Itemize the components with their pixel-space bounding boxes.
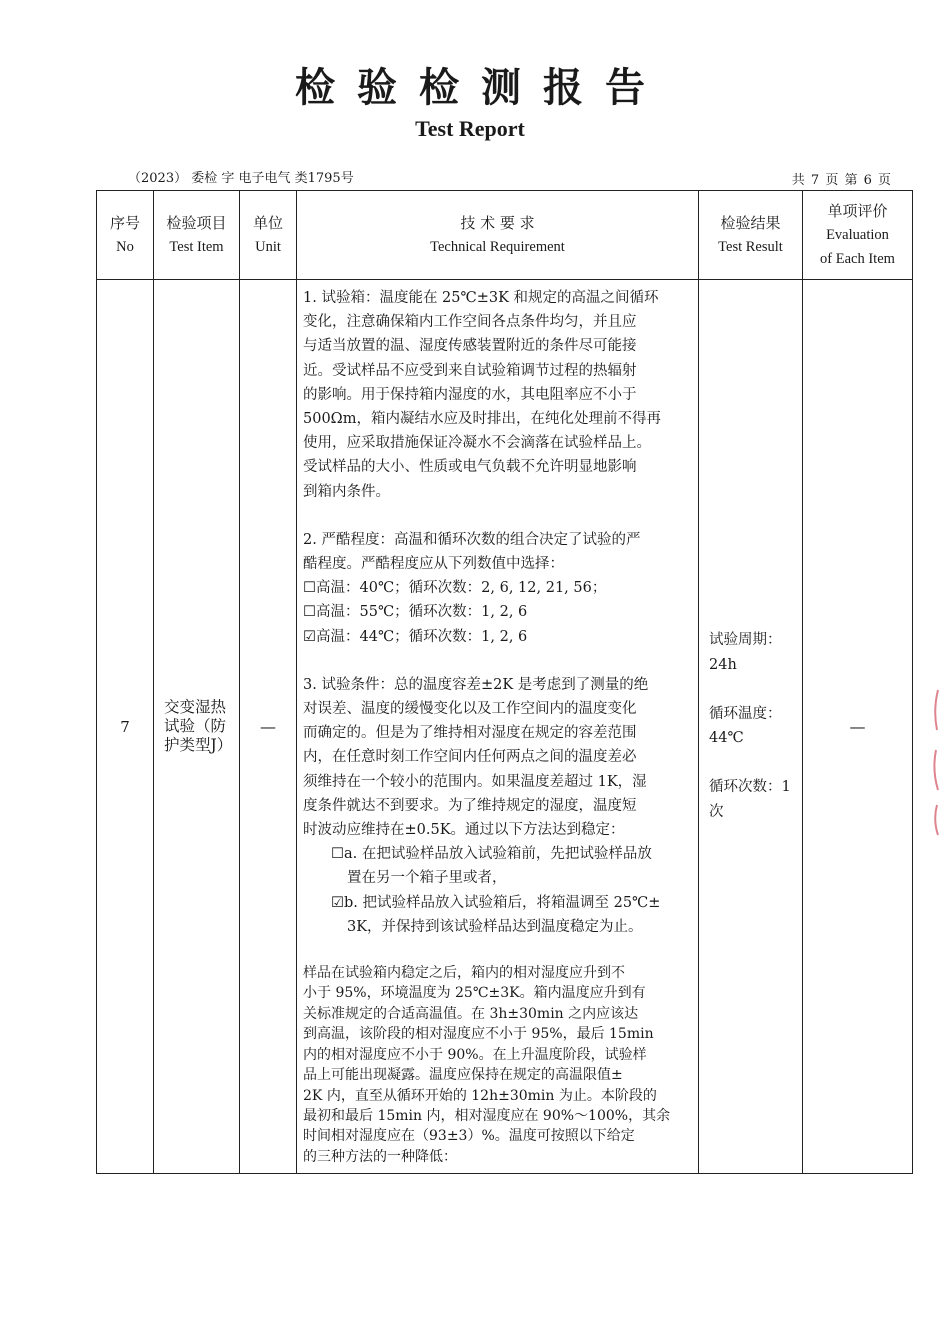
row-no: 7 xyxy=(97,280,154,1174)
report-number: （2023） 委检 字 电子电气 类1795号 xyxy=(128,171,354,186)
report-table xyxy=(96,190,913,1174)
col-eval-en1: Evaluation xyxy=(826,227,889,243)
req-p1-line: 的影响。用于保持箱内湿度的水，其电阻率应不小于 xyxy=(303,386,637,403)
col-item-cn: 检验项目 xyxy=(166,214,227,232)
req-p1-line: 近。受试样品不应受到来自试验箱调节过程的热辐射 xyxy=(303,362,637,379)
row-unit: — xyxy=(240,280,297,1174)
req-p4-line: 最初和最后 15min 内，相对湿度应在 90%～100%，其余 xyxy=(303,1107,671,1124)
row-evaluation: — xyxy=(803,280,913,1174)
req-p4-line: 的三种方法的一种降低： xyxy=(303,1148,457,1165)
col-result-cn: 检验结果 xyxy=(720,214,781,232)
result-cycles-line2: 次 xyxy=(709,803,724,820)
col-item-en: Test Item xyxy=(169,239,224,255)
method-option-b-cont: 3K，并保持到该试验样品达到温度稳定为止。 xyxy=(347,918,643,935)
col-header-requirement xyxy=(297,191,699,280)
seal-stamp-edge xyxy=(930,680,940,840)
req-p3-line: 时波动应维持在±0.5K。通过以下方法达到稳定： xyxy=(303,822,625,839)
req-p3-line: 内，在任意时刻工作空间内任何两点之间的温度差必 xyxy=(303,749,637,766)
method-option-b: ☑b. 把试验样品放入试验箱后，将箱温调至 25℃± xyxy=(331,894,661,911)
method-option-a: ☐a. 在把试验样品放入试验箱前，先把试验样品放 xyxy=(331,846,652,863)
report-title-en: Test Report xyxy=(415,116,525,141)
req-p3-line: 度条件就达不到要求。为了维持规定的湿度，温度短 xyxy=(303,797,637,814)
result-period-label: 试验周期： xyxy=(709,632,782,648)
req-p2-line: 2. 严酷程度：高温和循环次数的组合决定了试验的严 xyxy=(303,531,641,548)
req-p4-line: 小于 95%，环境温度为 25℃±3K。箱内温度应升到有 xyxy=(303,985,646,1002)
req-p1-line: 到箱内条件。 xyxy=(303,483,390,500)
result-temp-label: 循环温度： xyxy=(709,705,782,722)
table-row xyxy=(97,280,913,1174)
req-p2-line: 酷程度。严酷程度应从下列数值中选择： xyxy=(303,556,564,573)
row-test-result xyxy=(699,280,803,1174)
result-temp-value: 44℃ xyxy=(709,730,744,746)
req-p1-line: 与适当放置的温、湿度传感装置附近的条件尽可能接 xyxy=(303,338,637,355)
req-p4-line: 内的相对湿度应不小于 90%。在上升温度阶段，试验样 xyxy=(303,1046,647,1063)
col-eval-en2: of Each Item xyxy=(820,251,895,267)
severity-option-40c: ☐高温：40℃；循环次数：2, 6, 12, 21, 56； xyxy=(303,580,607,597)
req-p4-line: 关标准规定的合适高温值。在 3h±30min 之内应该达 xyxy=(303,1005,639,1022)
row-requirement xyxy=(297,280,699,1174)
col-unit-en: Unit xyxy=(255,239,281,255)
severity-option-55c: ☐高温：55℃；循环次数：1, 2, 6 xyxy=(303,604,528,621)
severity-option-44c: ☑高温：44℃；循环次数：1, 2, 6 xyxy=(303,628,528,645)
req-p3-line: 须维持在一个较小的范围内。如果温度差超过 1K，湿 xyxy=(303,773,647,790)
col-no-cn: 序号 xyxy=(109,214,140,232)
col-header-unit xyxy=(240,191,297,280)
col-eval-cn: 单项评价 xyxy=(827,202,888,220)
req-p1-line: 变化，注意确保箱内工作空间各点条件均匀，并且应 xyxy=(303,314,637,331)
req-p1-line: 受试样品的大小、性质或电气负载不允许明显地影响 xyxy=(303,459,637,476)
report-title-cn: 检验检测报告 xyxy=(295,64,667,111)
col-result-en: Test Result xyxy=(718,239,783,255)
req-p1-line: 1. 试验箱：温度能在 25℃±3K 和规定的高温之间循环 xyxy=(303,290,659,306)
req-p4-line: 品上可能出现凝露。温度应保持在规定的高温限值± xyxy=(303,1067,623,1084)
row-test-item: 交变湿热试验（防护类型J） xyxy=(154,280,240,1174)
page-info: 共 7 页 第 6 页 xyxy=(791,173,892,188)
col-req-cn: 技 术 要 求 xyxy=(460,214,535,232)
col-no-en: No xyxy=(116,239,134,255)
table-header-row xyxy=(97,191,913,280)
result-period-value: 24h xyxy=(709,656,737,673)
req-p3-line: 对误差、温度的缓慢变化以及工作空间内的温度变化 xyxy=(303,701,637,718)
col-header-no xyxy=(97,191,154,280)
col-unit-cn: 单位 xyxy=(252,214,283,232)
method-option-a-cont: 置在另一个箱子里或者， xyxy=(347,870,507,887)
col-header-evaluation xyxy=(803,191,913,280)
req-p4-line: 样品在试验箱内稳定之后，箱内的相对湿度应升到不 xyxy=(303,965,625,982)
col-header-item xyxy=(154,191,240,280)
req-p4-line: 2K 内，直至从循环开始的 12h±30min 为止。本阶段的 xyxy=(303,1087,657,1104)
req-p1-line: 500Ωm，箱内凝结水应及时排出，在纯化处理前不得再 xyxy=(303,411,661,428)
req-p4-line: 时间相对湿度应在（93±3）%。温度可按照以下给定 xyxy=(303,1128,635,1145)
req-p3-line: 而确定的。但是为了维持相对湿度在规定的容差范围 xyxy=(303,725,637,742)
result-cycles-line1: 循环次数：1 xyxy=(709,779,791,795)
req-p3-line: 3. 试验条件：总的温度容差±2K 是考虑到了测量的绝 xyxy=(303,676,649,693)
req-p4-line: 到高温，该阶段的相对湿度应不小于 95%，最后 15min xyxy=(303,1026,654,1043)
req-p1-line: 使用，应采取措施保证冷凝水不会滴落在试验样品上。 xyxy=(303,435,651,452)
col-req-en: Technical Requirement xyxy=(430,239,565,255)
col-header-result xyxy=(699,191,803,280)
